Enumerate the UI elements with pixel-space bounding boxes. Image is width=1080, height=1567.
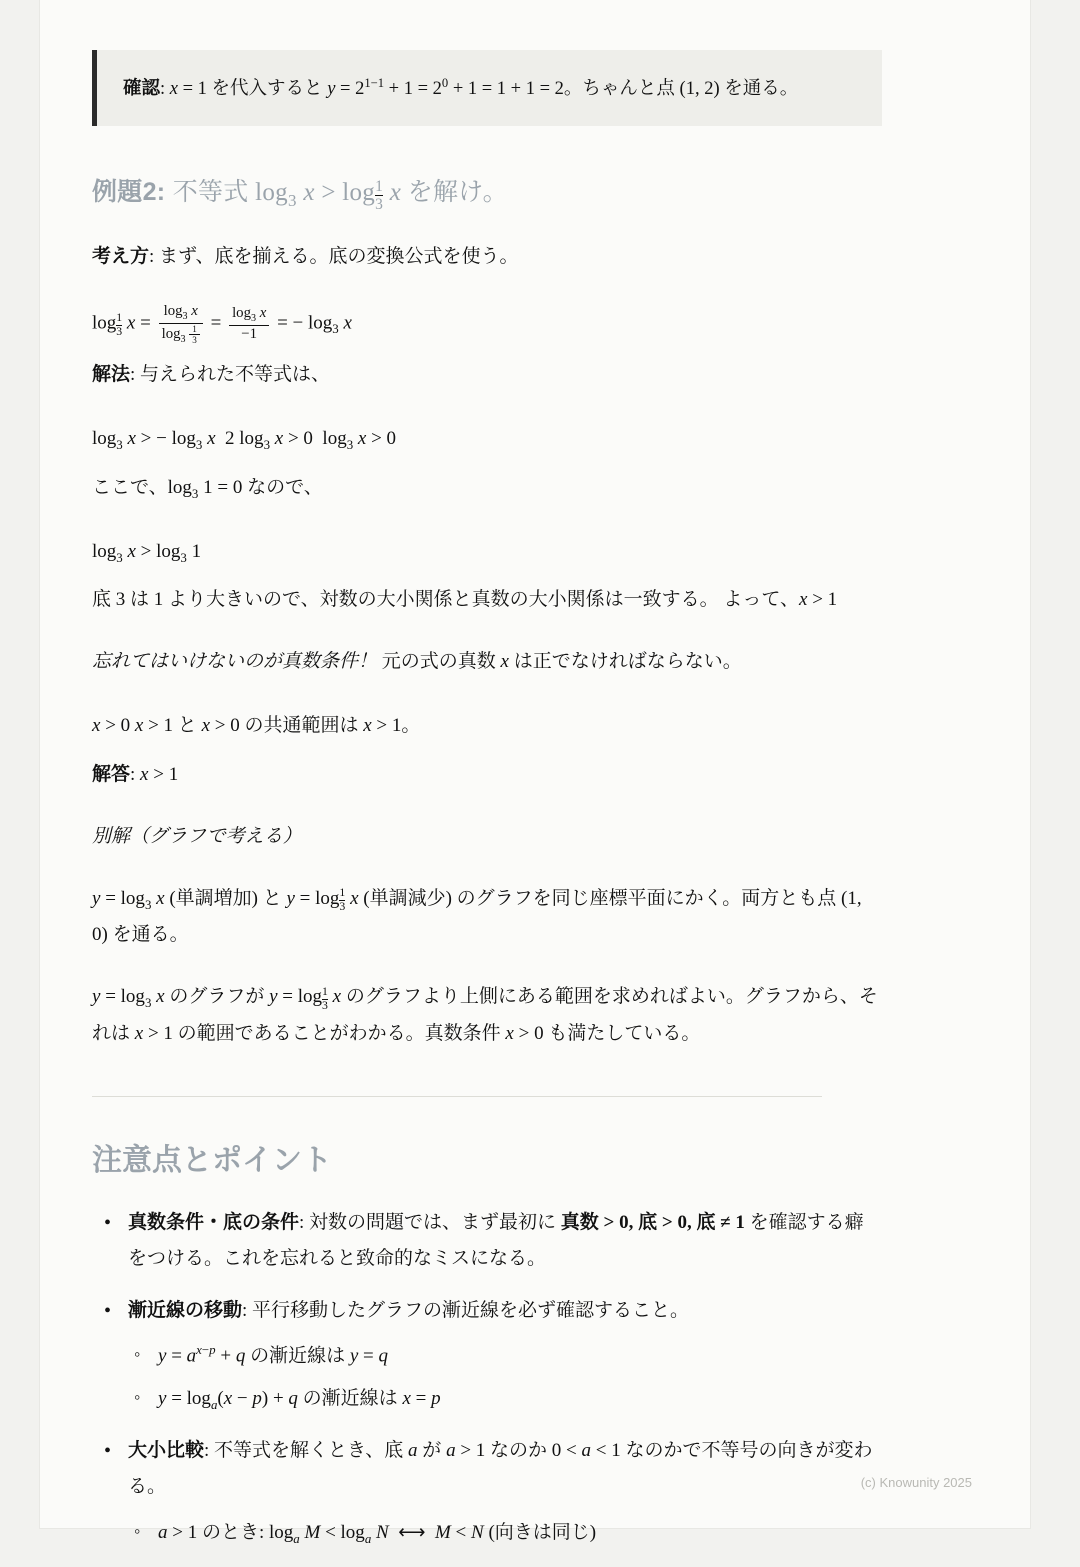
sub-list [128,1337,882,1417]
callout-colon: : [160,79,170,100]
approach-text: : まず、底を揃える。底の変換公式を使う。 [149,245,519,267]
list-item [92,1293,882,1418]
list-item: ◦ $y = a^{x-p} + q$ の漸近線は y = q [128,1337,882,1374]
answer-paragraph: 解答: x > 1 [92,763,179,785]
monotone-text: 底 3 は 1 より大きいので、対数の大小関係と真数の大小関係は一致する。 よって、x > 1 [92,589,838,611]
inequality-line-1: $\log_3 x$ > − $\log_3 x$ 2 $\log_3 x > 0$ $\log_3 x > 0$ [92,428,397,453]
callout-label: 確認 [123,79,161,100]
point-label: 真数条件・底の条件 [128,1211,300,1233]
solution-label: 解法 [92,364,131,386]
example2-label: 例題2: [92,178,166,207]
point-label: 漸近線の移動 [128,1299,243,1321]
list-item [92,1205,882,1277]
range-line: x > 0 x > 1 と x > 0 の共通範囲は x > 1。 [92,715,421,737]
document-content [92,0,882,1567]
point-text-post: を確認する癖をつける。これを忘れると致命的なミスになる。 [128,1211,864,1269]
watermark: (c) Knowunity 2025 [860,1475,972,1490]
points-list [92,1205,882,1551]
list-item: ◦ a > 1 のとき: $\log_a M < \log_a N$ ⟷ M < N (向きは同じ) [128,1514,882,1551]
domain-note-italic: 忘れてはいけないのが真数条件！ [92,651,378,673]
answer-label: 解答 [92,763,131,785]
document-page [40,0,1030,1546]
list-item: • 大小比較: 不等式を解くとき、底 a が a > 1 なのか 0 < a < 1 なのかで不等号の向きが変わる。 ◦ a > 1 のとき: $\log_a M < \log_a N$ ⟷ M < N (向きは同じ) [92,1433,882,1550]
verification-callout: 確認: x = 1 を代入すると $y = 2^{1-1} + 1 = 2^0 + 1 = 1 + 1 = 2$。ちゃんと点 (1, 2) を通る。 [92,50,882,126]
list-item: ◦ $y = \log_a(x - p) + q$ の漸近線は x = p [128,1380,882,1417]
point-emphasis: 真数 > 0, 底 > 0, 底 ≠ 1 [560,1211,745,1233]
alt-solution-p1: $y = \log_3 x$ (単調増加) と y = log $\frac{1}{3}$ x (単調減少) のグラフを同じ座標平面にかく。両方とも点 (1, 0) を通る。 [92,886,862,946]
alt-solution-p2: $y = \log_3 x$ のグラフが y = log $\frac{1}{3}$ x のグラフより上側にある範囲を求めればよい。グラフから、それは x > 1 の範囲であることがわかる。真数条件 x > 0 も満たしている。 [92,984,878,1044]
point-text-pre: : 対数の問題では、まず最初に [299,1211,561,1233]
example2-heading [92,172,882,213]
section-divider [92,1096,822,1097]
inequality-line-2: $\log_3 x > \log_3 1$ [92,540,202,565]
here-text: ここで、$\log_3 1 = 0$ なので、 [92,476,323,501]
section-title: 注意点とポイント [92,1143,332,1177]
alt-solution-title: 別解（グラフで考える） [92,825,302,847]
domain-note: 忘れてはいけないのが真数条件！ 元の式の真数 x は正でなければならない。 [92,651,742,673]
solution-paragraph [92,357,882,393]
solution-text: : 与えられた不等式は、 [130,364,331,386]
point-text-pre: : 平行移動したグラフの漸近線を必ず確認すること。 [242,1299,690,1321]
example2-statement: 不等式 $\log_3 x > \log$ $\frac{1}{3}$ x を解け。 [172,177,508,213]
approach-paragraph [92,239,882,275]
approach-label: 考え方 [92,245,150,267]
point-label: 大小比較 [128,1440,205,1462]
base-change-equation: log $\frac{1}{3}$ x = $\log_3 x$ $\log_3$ $\frac{1}{3}$ = $\frac{\log_3 x}{-1}$ = − $\log_3 x$ [92,303,352,345]
sub-list [128,1514,882,1551]
